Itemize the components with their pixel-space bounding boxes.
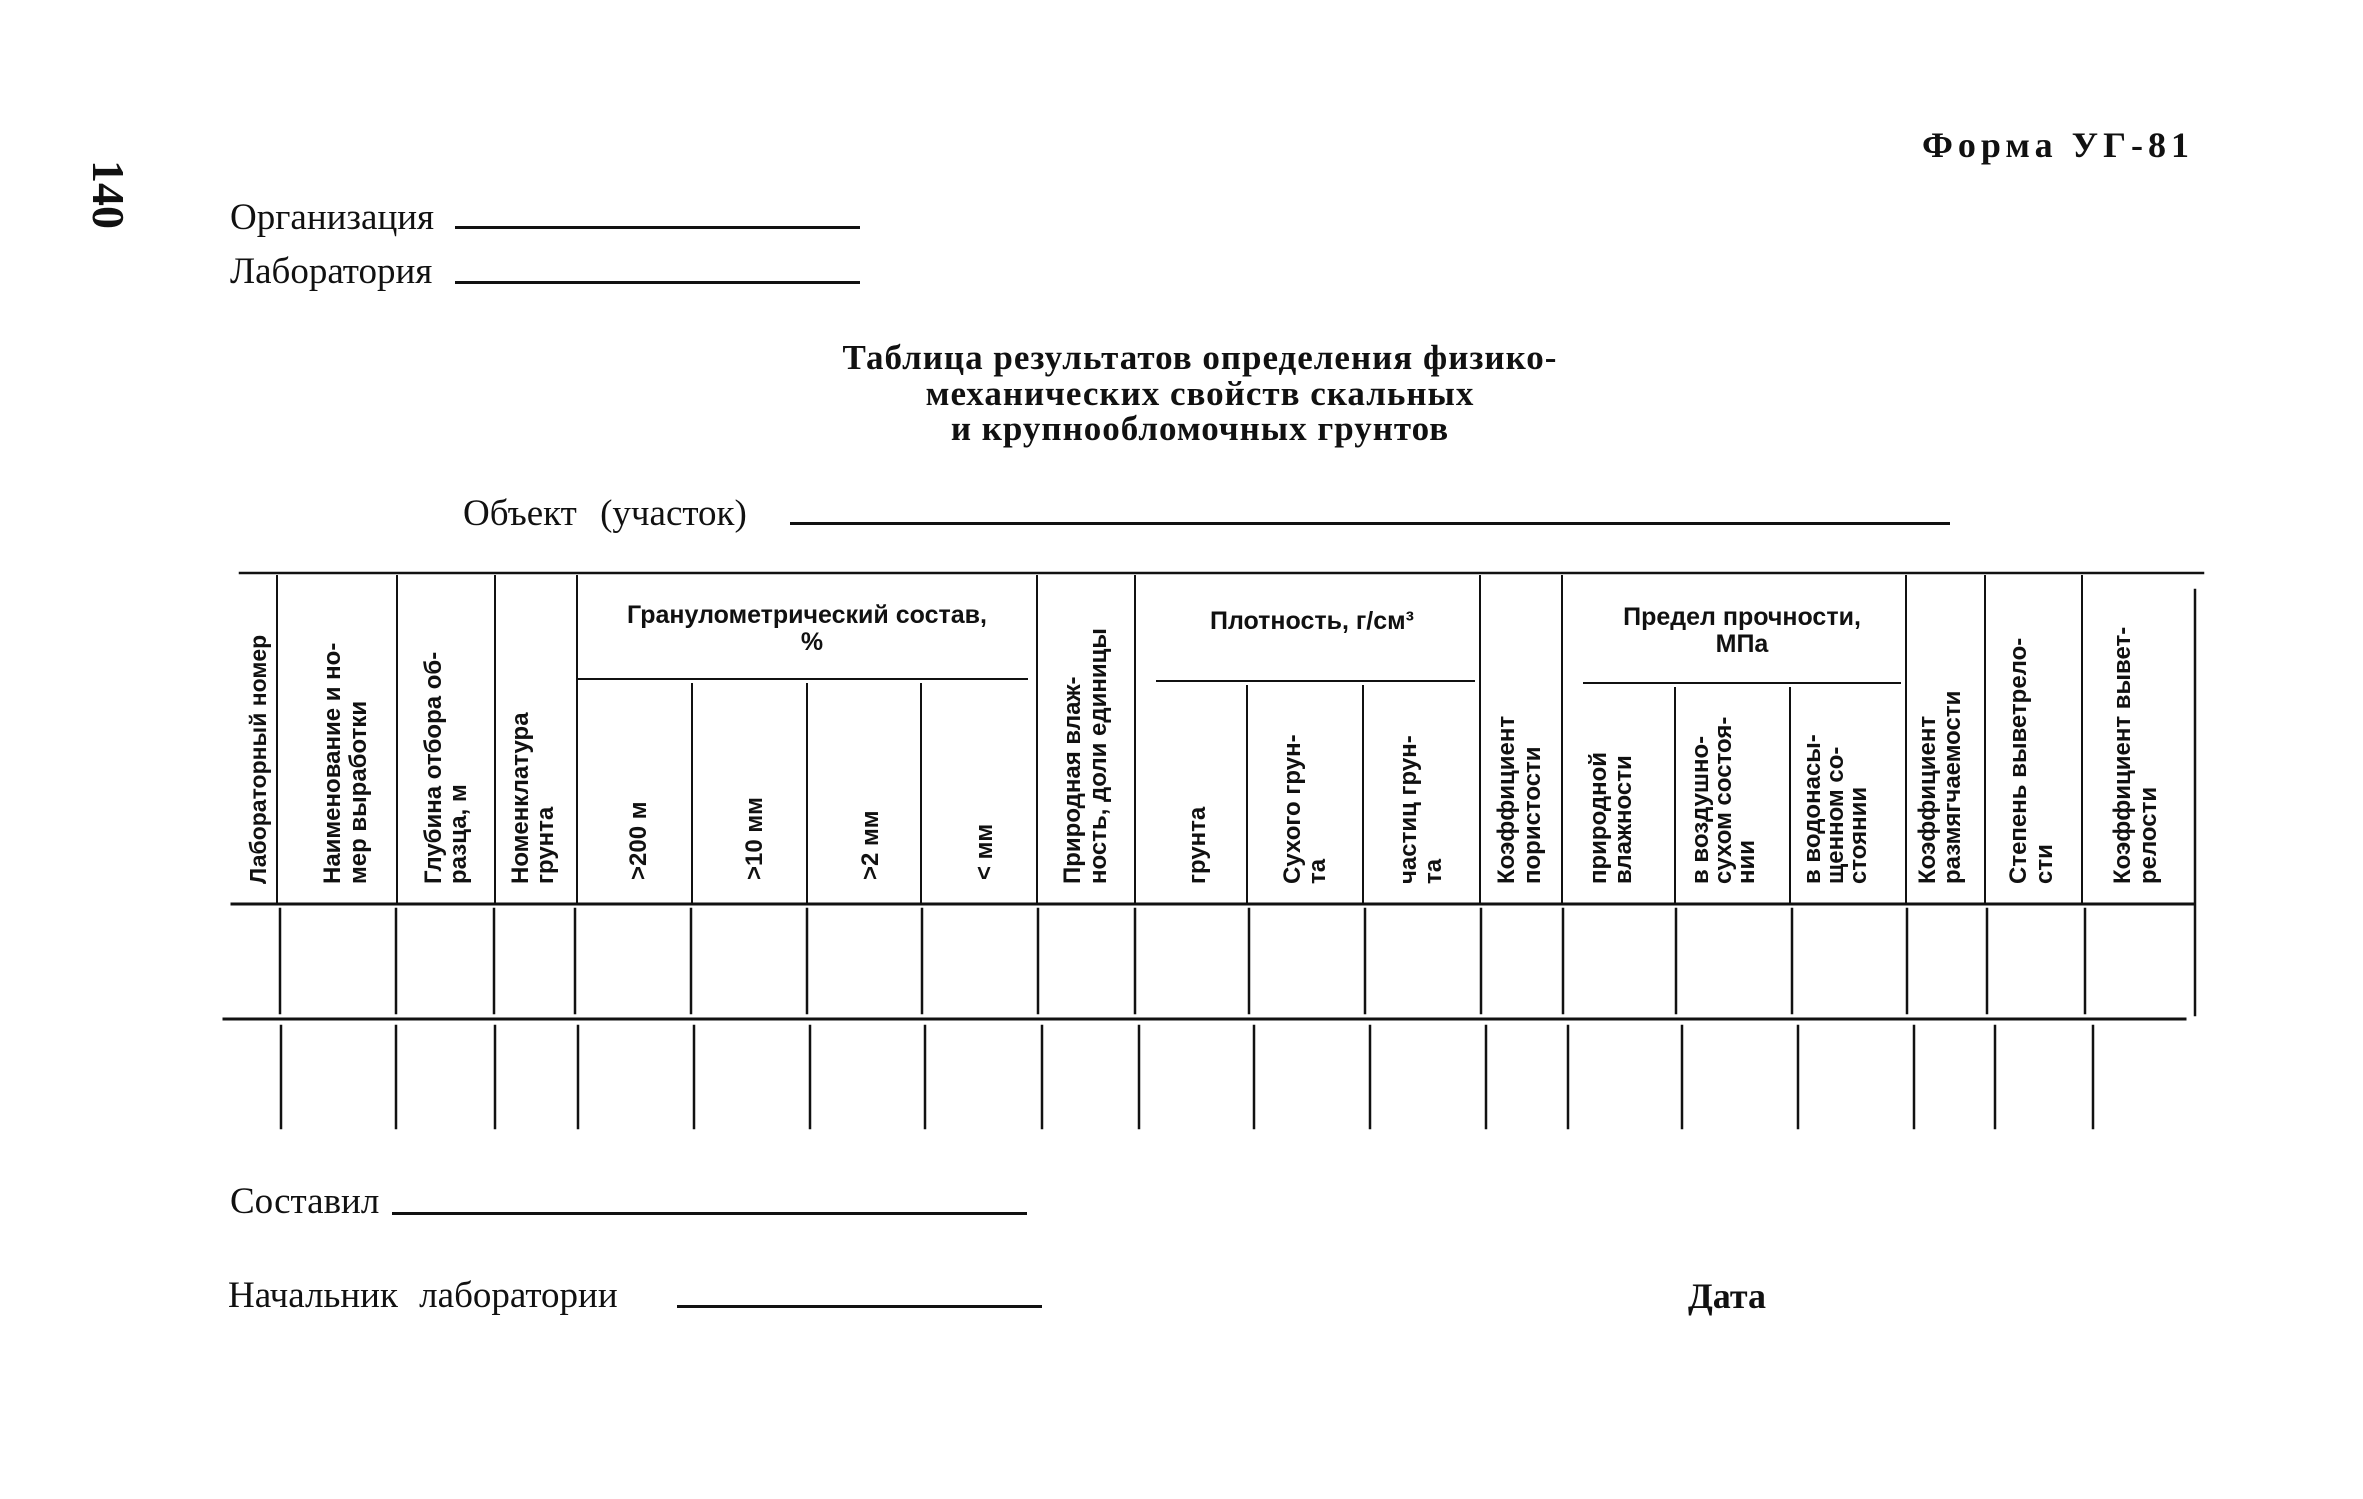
compiled-by-field[interactable] xyxy=(392,1212,1027,1215)
title-line-3: и крупнообломочных грунтов xyxy=(950,409,1450,449)
header-nomenclature-line1: Номенклатура xyxy=(507,712,534,884)
header-gran-200: >200 м xyxy=(625,801,652,880)
header-strength-airdry-line2: сухом состоя- xyxy=(1710,716,1737,884)
header-porosity-line2: пористости xyxy=(1519,746,1546,884)
header-strength: Предел прочности, xyxy=(1623,603,1861,631)
header-moisture-line1: Природная влаж- xyxy=(1059,676,1086,884)
head-of-lab-field[interactable] xyxy=(677,1305,1042,1308)
header-depth-line1: Глубина отбора об- xyxy=(420,651,447,884)
header-density: Плотность, г/см³ xyxy=(1210,607,1414,635)
header-weathering-coef-line1: Коэффициент вывет- xyxy=(2109,626,2136,884)
header-weathering-coef-line2: релости xyxy=(2135,786,2162,884)
header-softening-line2: размягчаемости xyxy=(1939,690,1966,884)
header-depth-line2: разца, м xyxy=(445,784,472,884)
head-of-lab-label: Начальник лаборатории xyxy=(228,1275,618,1316)
header-strength-saturated-line1: в водонасы- xyxy=(1799,734,1826,884)
title-line-1: Таблица результатов определения физико- xyxy=(842,338,1558,377)
header-strength-unit: МПа xyxy=(1715,630,1769,658)
header-density-dry-line2: та xyxy=(1304,858,1331,884)
header-lab-number: Лабораторный номер xyxy=(245,634,271,884)
header-weathering-degree-line1: Степень выветрело- xyxy=(2005,637,2032,884)
header-density-soil: грунта xyxy=(1184,806,1211,884)
header-gran-10: >10 мм xyxy=(741,797,768,880)
header-strength-saturated-line3: стоянии xyxy=(1845,786,1872,884)
header-strength-airdry-line3: нии xyxy=(1733,839,1760,884)
header-granulometric: Гранулометрический состав, xyxy=(627,601,987,629)
compiled-by-label: Составил xyxy=(230,1181,380,1222)
header-name-line1: Наименование и но- xyxy=(319,642,346,884)
header-weathering-degree-line2: сти xyxy=(2031,844,2058,884)
date-label: Дата xyxy=(1688,1276,1766,1316)
header-density-dry-line1: Сухого грун- xyxy=(1279,734,1306,884)
object-label: Объект (участок) xyxy=(463,493,747,534)
laboratory-label: Лаборатория xyxy=(230,251,433,292)
header-density-particles-line1: частиц грун- xyxy=(1395,735,1422,884)
header-moisture-line2: ность, доли единицы xyxy=(1085,628,1112,884)
header-strength-airdry-line1: в воздушно- xyxy=(1687,735,1714,884)
form-code: Форма УГ-81 xyxy=(1922,125,2194,165)
header-density-particles-line2: та xyxy=(1420,858,1447,884)
header-granulometric-unit: % xyxy=(800,628,824,656)
header-gran-2: >2 мм xyxy=(857,810,884,880)
header-strength-natural-line2: влажности xyxy=(1610,755,1637,884)
organization-label: Организация xyxy=(230,197,435,238)
header-nomenclature-line2: грунта xyxy=(532,806,559,884)
header-porosity-line1: Коэффициент xyxy=(1493,715,1520,884)
page-number: 140 xyxy=(83,160,134,229)
header-strength-natural-line1: природной xyxy=(1585,751,1612,884)
header-gran-small: < мм xyxy=(971,823,998,880)
header-strength-saturated-line2: щенном со- xyxy=(1822,746,1849,884)
header-name-line2: мер выработки xyxy=(345,700,372,884)
title-line-2: механических свойств скальных xyxy=(925,373,1475,413)
header-softening-line1: Коэффициент xyxy=(1914,715,1941,884)
